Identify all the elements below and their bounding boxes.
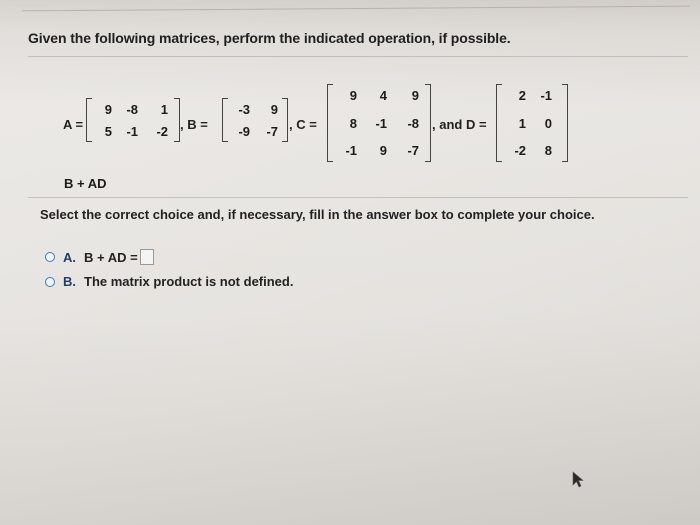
matrix-c-cell: 4 — [379, 88, 387, 103]
matrix-a-cell: 9 — [104, 102, 112, 117]
choice-b-letter: B. — [63, 274, 76, 289]
operation-expression: B + AD — [64, 176, 107, 191]
matrix-d-cell: -2 — [514, 143, 526, 158]
matrix-c-right-bracket — [425, 84, 431, 162]
matrix-d-cell: 8 — [544, 143, 552, 158]
matrix-b-cell: -9 — [238, 124, 250, 139]
matrix-a-cell: -8 — [126, 102, 138, 117]
matrix-b-cell: -3 — [238, 102, 250, 117]
expression-divider — [28, 197, 688, 198]
matrix-c-cell: 9 — [349, 88, 357, 103]
matrix-d-cell: 0 — [544, 116, 552, 131]
choice-a-radio[interactable] — [45, 252, 55, 262]
matrix-c-cell: -1 — [375, 116, 387, 131]
matrix-b-right-bracket — [282, 98, 288, 142]
top-border — [22, 6, 690, 12]
matrix-a-cell: -1 — [126, 124, 138, 139]
matrix-d-cell: -1 — [540, 88, 552, 103]
matrix-b-cell: -7 — [266, 124, 278, 139]
matrix-a-cell: 5 — [104, 124, 112, 139]
matrix-c-cell: 9 — [379, 143, 387, 158]
choice-b-text: The matrix product is not defined. — [84, 274, 294, 289]
matrix-c-cell: -7 — [407, 143, 419, 158]
choice-a-text: B + AD = — [84, 249, 138, 265]
matrix-c-cell: 9 — [411, 88, 419, 103]
matrix-d-right-bracket — [562, 84, 568, 162]
matrix-c-label: , C = — [289, 117, 317, 132]
choice-a-letter: A. — [63, 249, 76, 265]
matrix-a-cell: 1 — [160, 102, 168, 117]
matrix-c — [327, 84, 431, 162]
choice-a[interactable] — [45, 249, 154, 265]
answer-input-box[interactable] — [140, 249, 154, 265]
title-divider — [28, 56, 688, 57]
matrix-b-label: , B = — [180, 117, 208, 132]
matrix-b-cell: 9 — [270, 102, 278, 117]
matrix-a-label: A = — [63, 117, 84, 132]
matrix-c-left-bracket — [327, 84, 333, 162]
matrices-row — [0, 84, 700, 164]
matrix-c-cell: -1 — [345, 143, 357, 158]
matrix-d-cell: 1 — [518, 116, 526, 131]
matrix-c-cell: -8 — [407, 116, 419, 131]
matrix-d-left-bracket — [496, 84, 502, 162]
matrix-d-label: , and D = — [432, 117, 487, 132]
arrow-cursor-icon — [572, 471, 584, 489]
question-title: Given the following matrices, perform the indicated operation, if possible. — [28, 30, 511, 46]
matrix-d-cell: 2 — [518, 88, 526, 103]
matrix-c-cell: 8 — [349, 116, 357, 131]
matrix-a — [86, 98, 180, 142]
choice-b[interactable] — [45, 274, 293, 289]
choice-b-radio[interactable] — [45, 277, 55, 287]
matrix-d — [496, 84, 568, 162]
instruction-text: Select the correct choice and, if necessary, fill in the answer box to complete your choice. — [40, 207, 595, 222]
matrix-b — [222, 98, 288, 142]
matrix-a-cell: -2 — [156, 124, 168, 139]
